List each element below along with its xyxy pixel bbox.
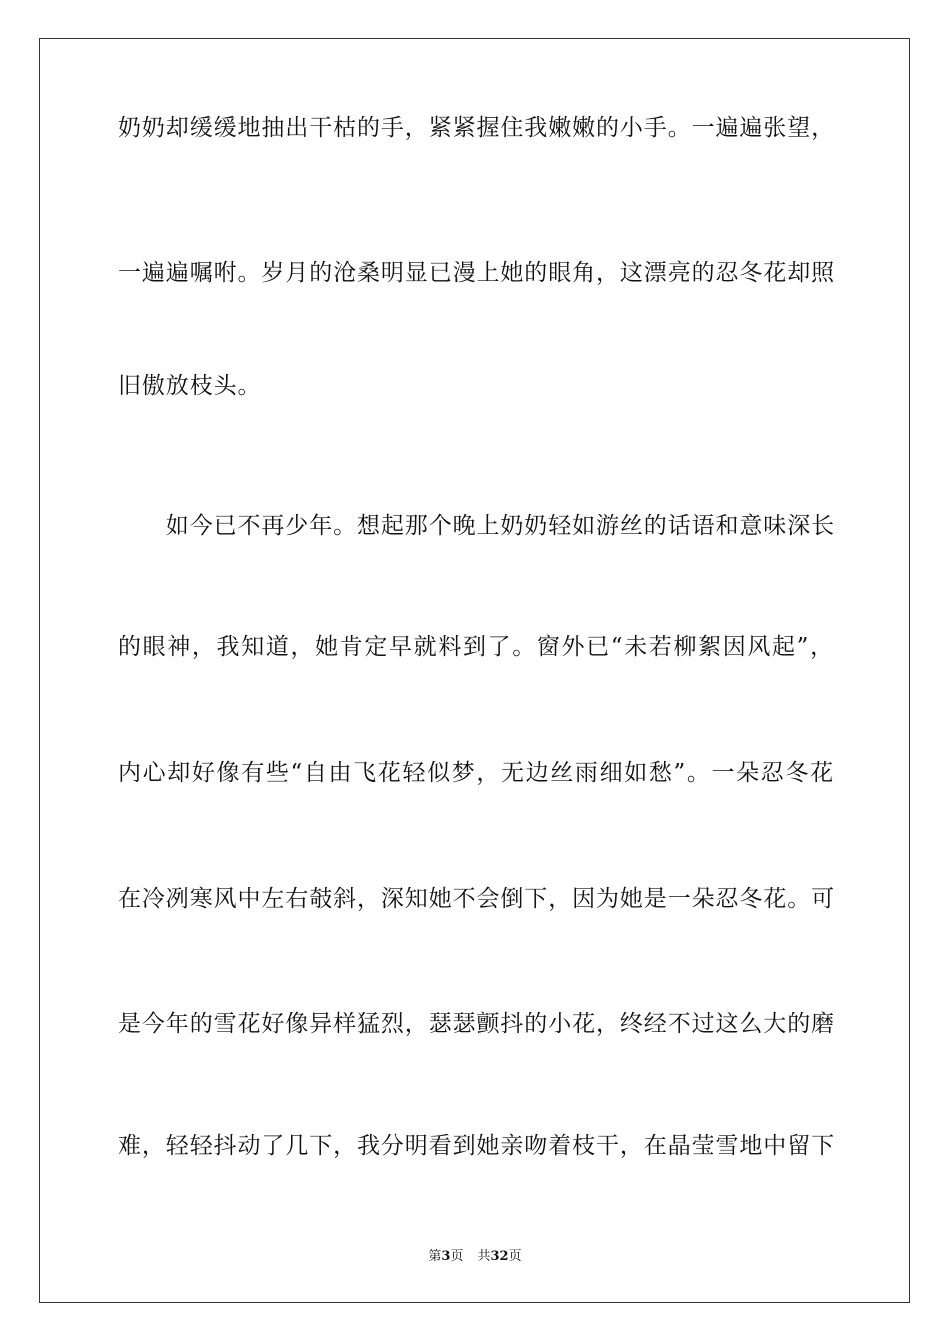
text-line-3: 旧傲放枝头。 <box>118 373 262 399</box>
footer-page-suffix: 页 <box>450 1249 464 1264</box>
page-border <box>39 38 910 1303</box>
footer-total-suffix: 页 <box>508 1249 522 1264</box>
text-line-8: 是今年的雪花好像异样猛烈，瑟瑟颤抖的小花，终经不过这么大的磨 <box>118 1011 835 1037</box>
text-line-7: 在冷冽寒风中左右攲斜，深知她不会倒下，因为她是一朵忍冬花。可 <box>118 886 835 912</box>
text-line-1: 奶奶却缓缓地抽出干枯的手，紧紧握住我嫩嫩的小手。一遍遍张望， <box>118 115 835 141</box>
text-line-2: 一遍遍嘱咐。岁月的沧桑明显已漫上她的眼角，这漂亮的忍冬花却照 <box>118 260 835 286</box>
text-line-4: 如今已不再少年。想起那个晚上奶奶轻如游丝的话语和意味深长 <box>118 513 835 539</box>
footer-total-prefix: 共 <box>477 1249 491 1264</box>
text-line-5: 的眼神，我知道，她肯定早就料到了。窗外已“未若柳絮因风起”， <box>118 634 834 660</box>
text-line-9: 难，轻轻抖动了几下，我分明看到她亲吻着枝干，在晶莹雪地中留下 <box>118 1133 835 1159</box>
text-line-6: 内心却好像有些“自由飞花轻似梦，无边丝雨细如愁”。一朵忍冬花 <box>118 760 834 786</box>
footer-page-number: 3 <box>441 1249 451 1264</box>
page-footer <box>0 1248 950 1266</box>
footer-total-pages: 32 <box>490 1249 509 1264</box>
footer-page-prefix: 第 <box>428 1249 442 1264</box>
